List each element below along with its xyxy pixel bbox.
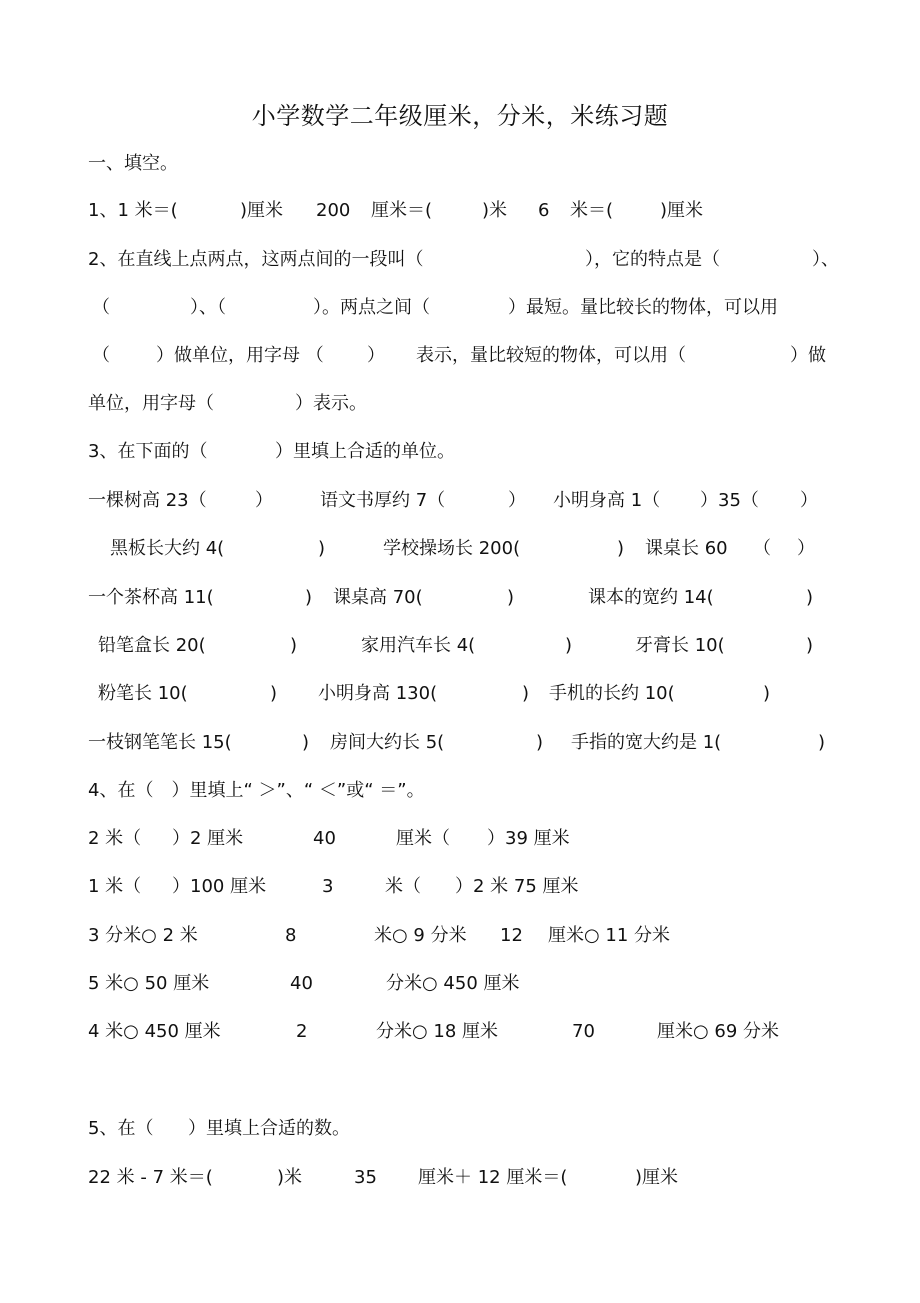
q4-item: 厘米（ [396,828,450,849]
q3-item: 房间大约长 5( [330,732,445,753]
q3-item: 一棵树高 23（ [88,490,207,511]
q3-item: 一枝钢笔笔长 15( [88,732,232,753]
q5-item: 22 米 - 7 米＝( [88,1167,213,1188]
q2-part: ）、（ [190,297,226,318]
q3-item: ) [806,635,814,656]
q3-item: ) [536,732,544,753]
q5-item: )米 [277,1167,303,1188]
q3-item: ) [818,732,826,753]
q4-item: 3 分米○ 2 米 [88,925,198,946]
q4-item: 3 [322,876,334,897]
q3-item: 粉笔长 10( [98,683,188,704]
q3-item: 黑板长大约 4( [110,538,225,559]
q5-item: )厘米 [635,1167,679,1188]
q4-item: ）2 厘米 [172,828,244,849]
q3-item: 课本的宽约 14( [588,587,714,608]
q4-item: 厘米○ 69 分米 [657,1021,780,1042]
q1-part: 6 [538,200,550,221]
q3-item: ） [255,490,273,511]
q1-part: )厘米 [660,200,704,221]
q3-item: ) [507,587,515,608]
q4-item: 分米○ 450 厘米 [386,973,520,994]
q2-part: （ [92,297,110,318]
q2-part: 2、在直线上点两点，这两点间的一段叫（ [88,249,424,270]
q2-part: （ [92,345,110,366]
q4-item: 米○ 9 分米 [374,925,467,946]
q4-item: 1 米（ [88,876,142,897]
q5-heading: 5、在（ [88,1118,154,1139]
q2-part: 单位，用字母（ [88,393,214,414]
q3-item: 学校操场长 200( [383,538,521,559]
q4-item: 4 米○ 450 厘米 [88,1021,221,1042]
section-heading: 一、填空。 [88,153,178,174]
q3-item: ) [318,538,326,559]
q3-item: ) [305,587,313,608]
q1-part: 200 [316,200,351,221]
q3-item: ) [270,683,278,704]
q5-item: 35 [354,1167,377,1188]
q3-item: ) [290,635,298,656]
q1-part: 厘米＝( [371,200,433,221]
q3-item: ) [565,635,573,656]
q4-item: 2 [296,1021,308,1042]
q4-item: 分米○ 18 厘米 [376,1021,499,1042]
page-title: 小学数学二年级厘米，分米，米练习题 [251,102,669,130]
q3-heading: ）里填上合适的单位。 [275,441,455,462]
q3-item: 家用汽车长 4( [361,635,476,656]
q3-item: 一个茶杯高 11( [88,587,214,608]
q3-item: ）35（ [700,490,759,511]
q3-item: ） [508,490,526,511]
q3-item: ) [617,538,625,559]
q4-item: 12 [500,925,523,946]
q3-item: 小明身高 1（ [553,490,661,511]
q3-item: ） [797,538,815,559]
q3-item: 课桌长 60 [645,538,728,559]
q4-item: 8 [285,925,297,946]
q2-part: ）。两点之间（ [313,297,430,318]
q3-item: 手指的宽大约是 1( [571,732,722,753]
q2-part: ）最短。量比较长的物体，可以用 [508,297,778,318]
q3-item: 铅笔盒长 20( [98,635,206,656]
q1-part: 米＝( [570,200,614,221]
q3-item: ) [302,732,310,753]
q4-item: ）100 厘米 [172,876,267,897]
q2-part: ）表示。 [295,393,367,414]
q1-part: 1、1 米＝( [88,200,178,221]
q1-part: )厘米 [240,200,284,221]
q5-heading: ）里填上合适的数。 [188,1118,350,1139]
q2-part: 表示，量比较短的物体，可以用（ [416,345,686,366]
q3-item: 语文书厚约 7（ [320,490,446,511]
q4-item: 40 [313,828,336,849]
q3-heading: 3、在下面的（ [88,441,208,462]
q3-item: 手机的长约 10( [549,683,675,704]
q4-item: 40 [290,973,313,994]
q4-item: 70 [572,1021,595,1042]
q3-item: ） [800,490,818,511]
q4-item: 米（ [385,876,421,897]
q3-item: ) [522,683,530,704]
q2-part: ），它的特点是（ [585,249,720,270]
q4-item: 2 米（ [88,828,142,849]
q2-part: ）、 [812,249,839,270]
q2-part: ） [367,345,385,366]
q4-item: 厘米○ 11 分米 [548,925,671,946]
q4-item: ）2 米 75 厘米 [455,876,579,897]
q4-item: ）39 厘米 [487,828,570,849]
q3-item: （ [753,538,771,559]
q1-part: )米 [482,200,508,221]
q3-item: ) [806,587,814,608]
q3-item: 课桌高 70( [333,587,423,608]
q4-item: 5 米○ 50 厘米 [88,973,210,994]
q3-item: 牙膏长 10( [635,635,725,656]
q4-heading: 4、在（ ）里填上“ ＞”、“ ＜”或“ ＝”。 [88,780,425,801]
q2-part: ）做单位，用字母 （ [156,345,324,366]
q5-item: 厘米＋ 12 厘米＝( [418,1167,568,1188]
q3-item: ) [763,683,771,704]
q2-part: ）做 [790,345,826,366]
q3-item: 小明身高 130( [318,683,438,704]
